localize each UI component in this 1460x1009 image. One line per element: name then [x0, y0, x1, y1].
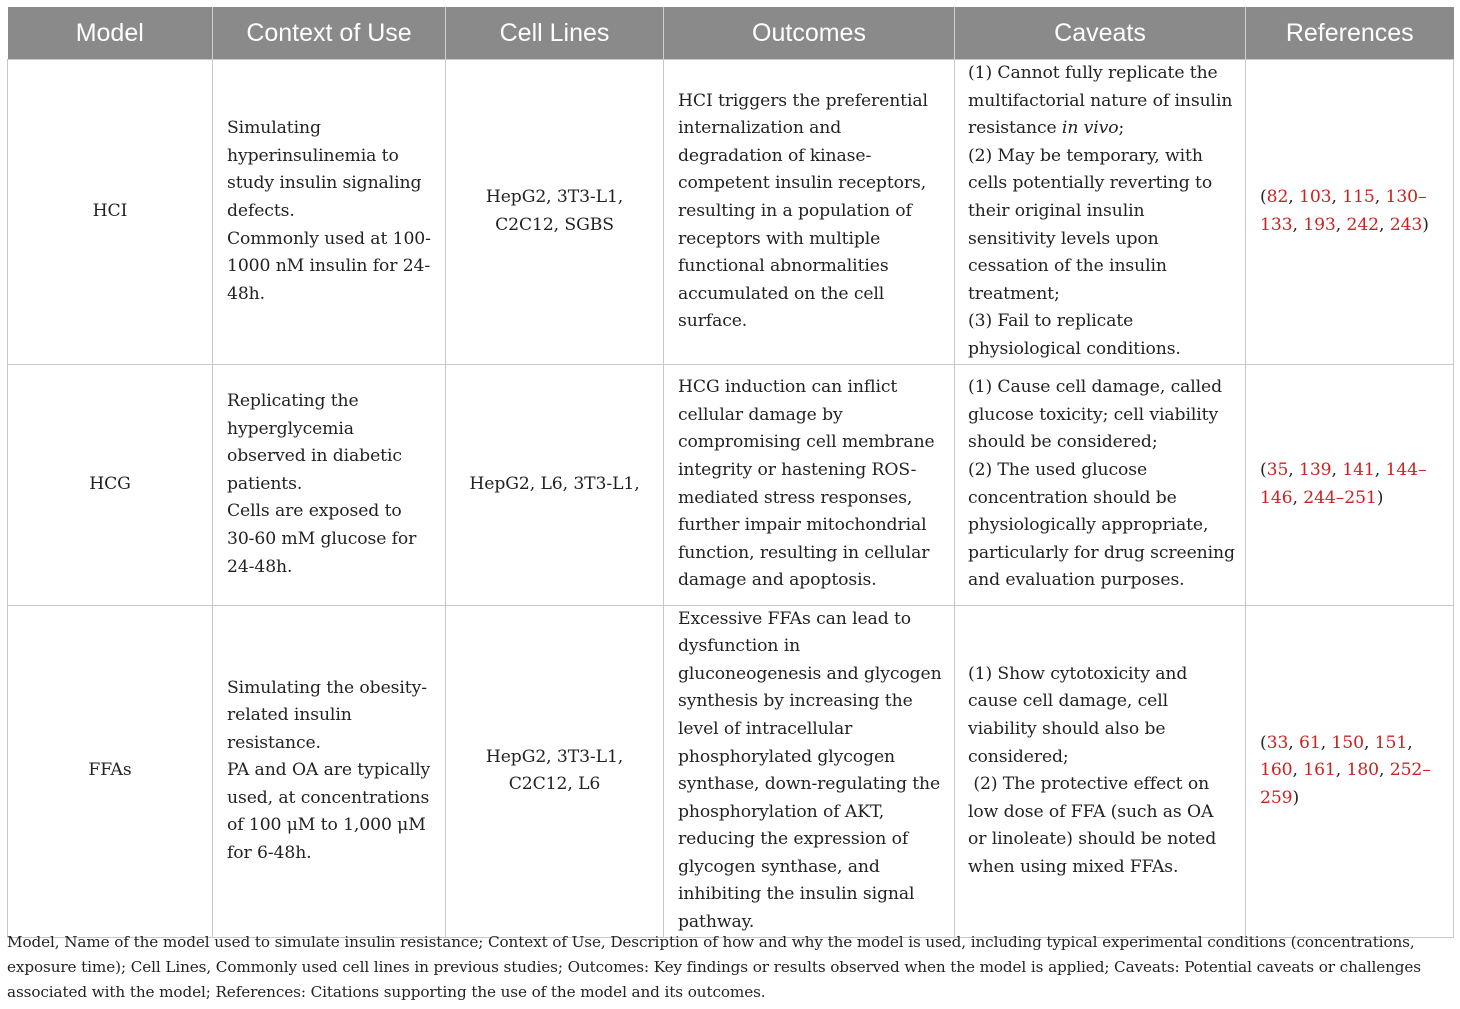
- reference-link[interactable]: 144–146: [1260, 459, 1427, 508]
- caveats-cell: [955, 364, 1246, 605]
- outcomes-cell: HCI triggers the preferential internalization and degradation of kinase-competent insulin receptors, resulting in a population of receptors with multiple functional abnormalities accumulated on the cell surface.: [664, 60, 955, 365]
- reference-link[interactable]: 103: [1299, 187, 1332, 208]
- table-footnote: Model, Name of the model used to simulate insulin resistance; Context of Use, Description of how and why the model is used, including typical experimental conditions (concentrations, exposure time); Cell Lines, Commonly used cell lines in previous studies; Outcomes: Key findings or results observed when the model is applied; Caveats: Potential caveats or challenges associated with the model; References: Citations supporting the use of the model and its outcomes.: [7, 933, 1421, 1001]
- header-outcomes: Outcomes: [664, 7, 955, 60]
- reference-link[interactable]: 244–251: [1303, 487, 1377, 508]
- context-cell: Simulating hyperinsulinemia to study insulin signaling defects. Commonly used at 100-1000 nM insulin for 24-48h.: [213, 60, 446, 365]
- caveat-text: (1) Show cytotoxicity and cause cell damage, cell viability should also be considered;: [968, 663, 1188, 767]
- reference-link[interactable]: 130–133: [1260, 187, 1427, 235]
- insulin-resistance-models-table: [7, 7, 1454, 938]
- table-row: [8, 60, 1454, 365]
- reference-link[interactable]: 180: [1346, 760, 1380, 781]
- caveats-cell: [955, 605, 1246, 937]
- caveat-text: ;: [1118, 118, 1125, 139]
- outcomes-cell: Excessive FFAs can lead to dysfunction in gluconeogenesis and glycogen synthesis by increasing the level of intracellular phosphorylated glycogen synthase, down-regulating the phosphorylation of AKT, reducing the expression of glycogen synthase, and inhibiting the insulin signal pathway.: [664, 605, 955, 937]
- reference-link[interactable]: 141: [1342, 459, 1375, 480]
- reference-link[interactable]: 252–259: [1260, 760, 1431, 808]
- cell-lines-cell: HepG2, 3T3-L1, C2C12, L6: [446, 605, 664, 937]
- header-cell-lines: Cell Lines: [446, 7, 664, 60]
- header-caveats: Caveats: [955, 7, 1246, 60]
- reference-link[interactable]: 150: [1331, 732, 1364, 753]
- reference-link[interactable]: 33: [1266, 732, 1289, 753]
- cell-lines-cell: HepG2, 3T3-L1, C2C12, SGBS: [446, 60, 664, 365]
- reference-link[interactable]: 61: [1299, 732, 1321, 753]
- references-cell: (82, 103, 115, 130–133, 193, 242, 243): [1246, 60, 1454, 365]
- table-row: [8, 364, 1454, 605]
- caveat-text: (1) Cause cell damage, called glucose toxicity; cell viability should be considered;: [968, 377, 1223, 453]
- reference-link[interactable]: 160: [1260, 760, 1293, 781]
- header-context-of-use: Context of Use: [213, 7, 446, 60]
- model-cell: HCG: [8, 364, 213, 605]
- caveat-text: (3) Fail to replicate physiological conditions.: [968, 311, 1181, 359]
- header-references: References: [1246, 7, 1454, 60]
- reference-link[interactable]: 151: [1374, 732, 1408, 753]
- table-row: [8, 605, 1454, 937]
- reference-link[interactable]: 35: [1266, 459, 1289, 480]
- table-container: [7, 7, 1453, 938]
- header-model: Model: [8, 7, 213, 60]
- caveat-text: (2) The protective effect on low dose of FFA (such as OA or linoleate) should be noted when using mixed FFAs.: [968, 774, 1222, 877]
- context-cell: Replicating the hyperglycemia observed in diabetic patients. Cells are exposed to 30-60 mM glucose for 24-48h.: [213, 364, 446, 605]
- references-cell: (35, 139, 141, 144–146, 244–251): [1246, 364, 1454, 605]
- reference-link[interactable]: 243: [1389, 214, 1423, 235]
- reference-link[interactable]: 82: [1266, 187, 1289, 208]
- reference-link[interactable]: 115: [1342, 187, 1375, 208]
- caveat-text: (2) May be temporary, with cells potentially reverting to their original insulin sensitivity levels upon cessation of the insulin treatment;: [968, 145, 1213, 304]
- model-cell: HCI: [8, 60, 213, 365]
- reference-link[interactable]: 193: [1303, 214, 1336, 235]
- model-cell: FFAs: [8, 605, 213, 937]
- caveat-text: (1) Cannot fully replicate the multifactorial nature of insulin resistance: [968, 63, 1233, 139]
- outcomes-cell: HCG induction can inflict cellular damage by compromising cell membrane integrity or hastening ROS-mediated stress responses, further impair mitochondrial function, resulting in cellular damage and apoptosis.: [664, 364, 955, 605]
- table-header-row: [8, 7, 1454, 60]
- caveat-text: (2) The used glucose concentration should be physiologically appropriate, particularly for drug screening and evaluation purposes.: [968, 459, 1235, 591]
- caveat-emphasis: in vivo: [1061, 118, 1119, 139]
- reference-link[interactable]: 139: [1299, 459, 1332, 480]
- reference-link[interactable]: 161: [1303, 760, 1336, 781]
- cell-lines-cell: HepG2, L6, 3T3-L1,: [446, 364, 664, 605]
- reference-link[interactable]: 242: [1346, 214, 1380, 235]
- references-cell: (33, 61, 150, 151, 160, 161, 180, 252–259): [1246, 605, 1454, 937]
- caveats-cell: [955, 60, 1246, 365]
- context-cell: Simulating the obesity-related insulin resistance. PA and OA are typically used, at concentrations of 100 μM to 1,000 μM for 6-48h.: [213, 605, 446, 937]
